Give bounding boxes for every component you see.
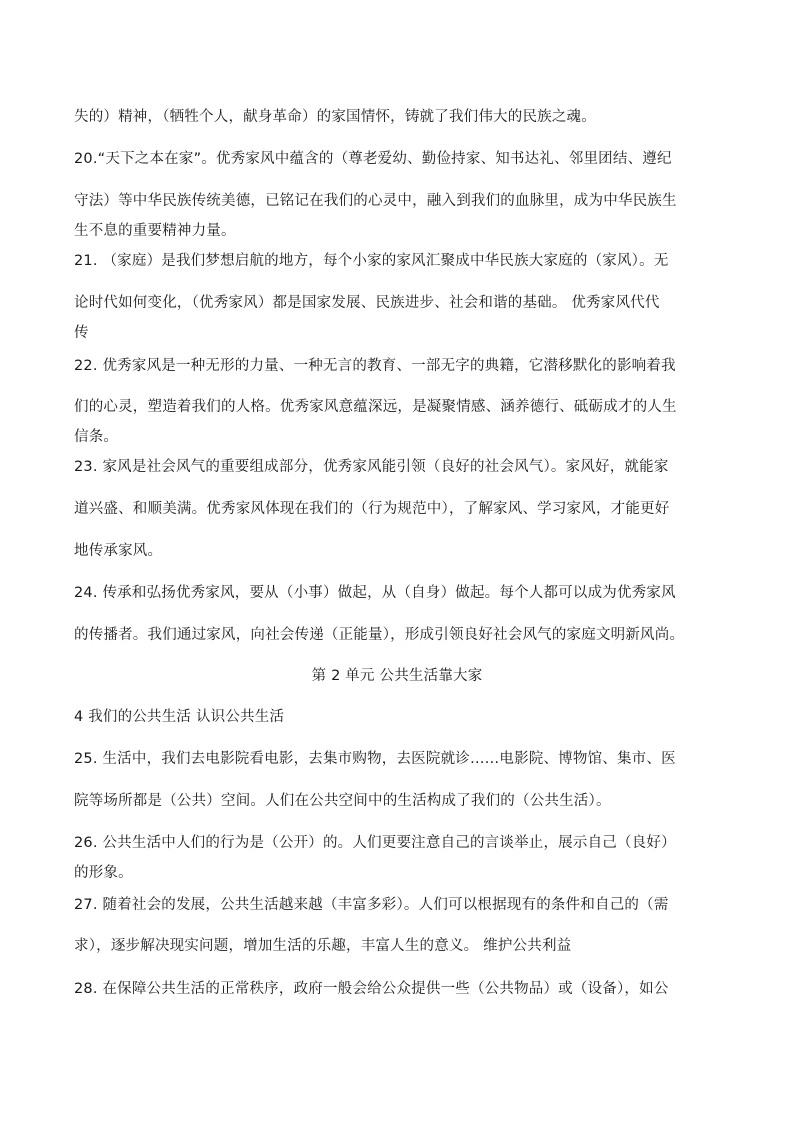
text-line: 生不息的重要精神力量。 xyxy=(74,223,236,239)
text-line: 们的心灵，塑造着我们的人格。优秀家风意蕴深远，是凝聚情感、涵养德行、砥砺成才的人生 xyxy=(74,399,677,415)
text-line: 守法）等中华民族传统美德，已铭记在我们的心灵中，融入到我们的血脉里，成为中华民族生 xyxy=(74,193,677,209)
subsection-heading: 4 我们的公共生活 认识公共生活 xyxy=(74,709,285,725)
text-line: 院等场所都是（公共）空间。人们在公共空间中的生活构成了我们的（公共生活）。 xyxy=(74,793,611,809)
text-line: 25. 生活中，我们去电影院看电影，去集市购物，去医院就诊……电影院、博物馆、集市、医 xyxy=(74,751,676,767)
text-line: 论时代如何变化，（优秀家风）都是国家发展、民族进步、社会和谐的基础。 优秀家风代代 xyxy=(74,295,660,311)
text-line: 22. 优秀家风是一种无形的力量、一种无言的教育、一部无字的典籍，它潜移默化的影响着我 xyxy=(74,358,676,374)
text-line: 地传承家风。 xyxy=(74,543,163,559)
text-line: 24. 传承和弘扬优秀家风，要从（小事）做起，从（自身）做起。每个人都可以成为优秀家风 xyxy=(74,585,676,601)
text-line: 21. （家庭）是我们梦想启航的地方，每个小家的家风汇聚成中华民族大家庭的（家风）。无 xyxy=(74,253,669,269)
text-line: 28. 在保障公共生活的正常秩序，政府一般会给公众提供一些（公共物品）或（设备），如公 xyxy=(74,981,669,997)
text-line: 的传播者。我们通过家风，向社会传递（正能量），形成引领良好社会风气的家庭文明新风尚。 xyxy=(74,627,685,643)
text-line: 求），逐步解决现实问题，增加生活的乐趣，丰富人生的意义。 维护公共利益 xyxy=(74,938,572,954)
text-line: 信条。 xyxy=(74,429,119,445)
section-heading: 第 2 单元 公共生活靠大家 xyxy=(311,668,483,684)
text-line: 23. 家风是社会风气的重要组成部分，优秀家风能引领（良好的社会风气）。家风好，就能家 xyxy=(74,459,669,475)
text-line: 道兴盛、和顺美满。优秀家风体现在我们的（行为规范中），了解家风、学习家风，才能更好 xyxy=(74,501,670,517)
text-line: 27. 随着社会的发展，公共生活越来越（丰富多彩）。人们可以根据现有的条件和自己的（需 xyxy=(74,897,669,913)
text-line: 失的）精神，（牺牲个人，献身革命）的家国情怀，铸就了我们伟大的民族之魂。 xyxy=(74,109,596,125)
text-line: 26. 公共生活中人们的行为是（公开）的。人们更要注意自己的言谈举止，展示自己（良好） xyxy=(74,835,676,851)
text-line: 传 xyxy=(74,325,89,341)
text-line: 的形象。 xyxy=(74,865,133,881)
text-line: 20.“天下之本在家”。优秀家风中蕴含的（尊老爱幼、勤俭持家、知书达礼、邻里团结、遵纪 xyxy=(74,151,672,167)
